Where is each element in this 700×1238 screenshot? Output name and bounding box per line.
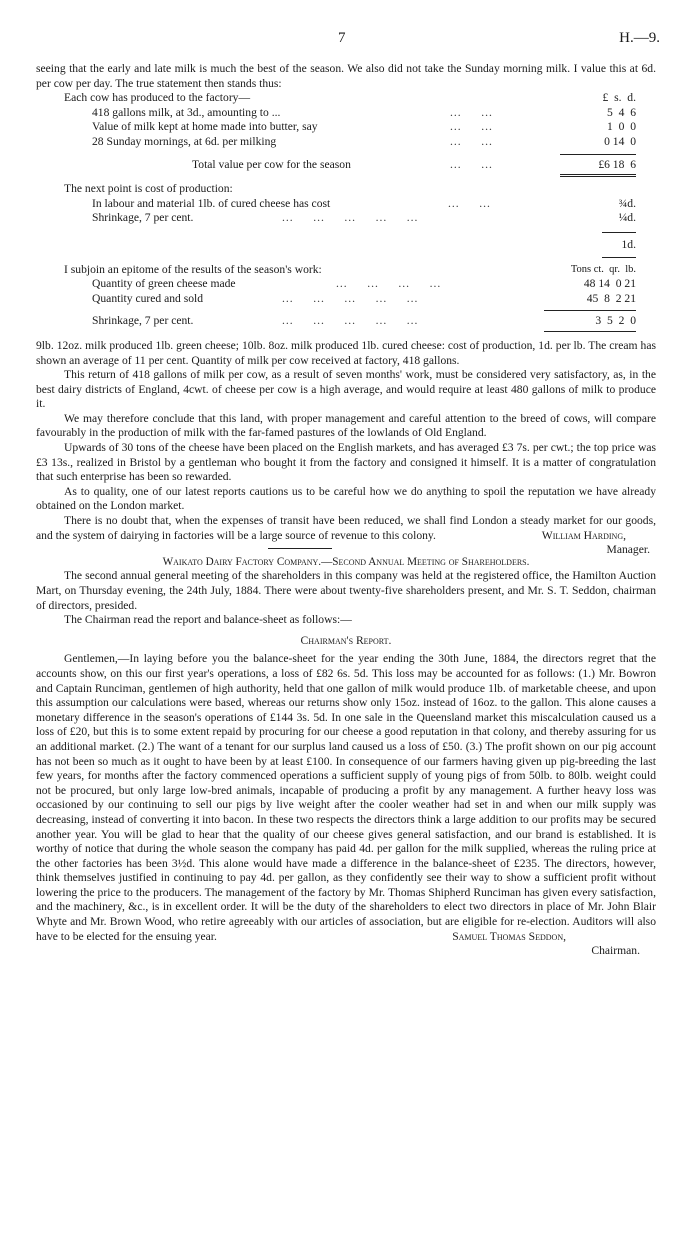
row-amount: 45 8 2 21 <box>586 291 636 305</box>
leader-dots: ... ... <box>450 120 493 134</box>
epitome-table <box>36 263 656 339</box>
row-amount: ¼d. <box>618 211 636 225</box>
table-row <box>36 106 656 121</box>
epitome-heading: I subjoin an epitome of the results of the season's work: <box>64 262 322 276</box>
total-amount: 3 5 2 0 <box>595 314 636 328</box>
chairman-signature-name: Samuel Thomas Seddon, <box>452 929 566 943</box>
leader-dots: ... ... ... ... ... <box>282 291 419 305</box>
row-label: Shrinkage, 7 per cent. <box>92 211 194 225</box>
leader-dots: ... ... <box>450 157 493 171</box>
page-number: 7 <box>338 30 346 46</box>
manager-signature-name: William Harding, <box>541 528 626 542</box>
table-total-row <box>36 238 656 253</box>
table-row <box>36 135 656 150</box>
table-row <box>36 120 656 135</box>
row-label: 418 gallons milk, at 3d., amounting to ... <box>92 105 281 119</box>
meeting-paragraph: The second annual general meeting of the shareholders in this company was held at the registered office, the Hamilton Auction Mart, on Thursday evening, the 24th July, 1884. There were about twenty-five shareholders present, and Mr. S. T. Seddon, chairman of directors, presided. <box>36 569 656 612</box>
leader-dots: ... ... ... ... ... <box>282 314 419 328</box>
row-label: Value of milk kept at home made into butter, say <box>92 120 318 134</box>
yield-paragraph: 9lb. 12oz. milk produced 1lb. green cheese; 10lb. 8oz. milk produced 1lb. cured cheese: cost of production, 1d. per lb. The cream has shown an average of 11 per cent. Quantity of milk per cow received at factory, 418 gallons. <box>36 338 656 367</box>
row-label: 28 Sunday mornings, at 6d. per milking <box>92 134 277 148</box>
table-row <box>36 197 656 212</box>
return-paragraph: This return of 418 gallons of milk per cow, as a result of seven months' work, must be considered very satisfactory, as, in the best dairy districts of England, 4cwt. of cheese per cow is a high average, and would require at least 480 gallons of milk to produce it. <box>36 368 656 411</box>
row-amount: 1 0 0 <box>607 120 636 134</box>
production-table <box>36 91 656 182</box>
total-rule <box>560 174 636 175</box>
table-row <box>36 292 656 307</box>
markets-paragraph: Upwards of 30 tons of the cheese have been placed on the English markets, and has averaged £3 7s. per cwt.; the top price was £3 13s., realized in Bristol by a gentleman who bought it from the factory and consigned it himself. It is a matter of congratulation that such enterprise has been so rewarded. <box>36 441 656 484</box>
manager-signature-title: Manager. <box>606 543 650 557</box>
document-reference: H.—9. <box>619 30 660 46</box>
row-amount: 48 14 0 21 <box>583 277 636 291</box>
report-title: Chairman's Report. <box>300 633 392 647</box>
total-label: Total value per cow for the season <box>192 157 351 171</box>
chairman-report-paragraph: Gentlemen,—In laying before you the balance-sheet for the year ending the 30th June, 1884, the directors regret that the accounts show, on this our first year's operations, a loss of £82 6s. 5d. This loss may be accounted for as follows: (1.) Mr. Bowron and Captain Runciman, gentlemen of high authority, held that one gallon of milk would produce 1lb. of marketable cheese, and upon this assumption our calculations were based, whereas our returns show only 15oz. instead of 16oz. to the gallon. This alone causes a monetary difference in the season's operations of £144 3s. 5d. In one sale in the Queensland market this miscalculation caused us a loss of £20, but this is to some extent repaid by procuring for our cheese a good reputation in that colony, and thereby assuring for us an additional market. (2.) The want of a tenant for our surplus land caused us a loss of £50. (3.) The profit shown on our pig account has not been so much as it ought to have been by at least £100. In consequence of our farmers having given up pig-breeding the last few years, for months after the factory commenced operations a sufficient supply of young pigs of from 50lb. to 80lb. weight could not be procured, but only large low-bred animals, incapable of producing a profit by any management. A further heavy loss was occasioned by our continuing to sell our pigs by live weight after the cooler weather had set in and when our milk supply was decreasing, instead of converting it into bacon. In these two respects the directors think a large addition to our profits may be secured another year. You will be glad to hear that the quality of our cheese gives general satisfaction, and our brand is established. It is worthy of notice that during the whole season the company has paid 4d. per gallon for the milk supplied, whereas the ruling price at the other factories has been 3½d. This alone would have made a difference in the balance-sheet of £235. The directors, however, think themselves justified in continuing to pay 4d. per gallon, as they confidently see their way to show a sufficient profit without lowering the price to the producers. The management of the factory by Mr. Thomas Shipherd Runciman has given every satisfaction, and the machinery, &c., is in excellent order. It will be the duty of the shareholders to elect two directors in place of Mr. John Blair Whyte and Mr. Brown Wood, who retire agreeably with our articles of association, but are eligible for re-election. Auditors will also have to be elected for the ensuing year. <box>36 652 656 943</box>
conclusion-paragraph: We may therefore conclude that this land, with proper management and careful attention to the breed of cows, will compare favourably in the production of milk with the far-famed pastures of the lowlands of Old England. <box>36 411 656 440</box>
quality-paragraph: As to quality, one of our latest reports cautions us to be careful how we do anything to spoil the reputation we have already obtained on the London market. <box>36 484 656 513</box>
page-body <box>36 62 656 959</box>
production-heading: Each cow has produced to the factory— <box>64 91 251 105</box>
chairman-read-line: The Chairman read the report and balance-sheet as follows:— <box>64 613 352 627</box>
row-label: Quantity of green cheese made <box>92 277 236 291</box>
sum-rule <box>544 310 636 311</box>
sum-rule <box>602 232 636 233</box>
row-amount: 5 4 6 <box>607 105 636 119</box>
row-amount: ¾d. <box>618 196 636 210</box>
meeting-heading: Waikato Dairy Factory Company.—Second Annual Meeting of Shareholders. <box>162 555 530 568</box>
row-amount: 0 14 0 <box>604 134 636 148</box>
cost-table <box>36 182 656 262</box>
intro-paragraph: seeing that the early and late milk is much the best of the season. We also did not take the Sunday morning milk. I value this at 6d. per cow per day. The true statement then stands thus: <box>36 62 656 90</box>
row-label: In labour and material 1lb. of cured cheese has cost <box>92 196 331 210</box>
total-rule <box>544 331 636 332</box>
chairman-signature-title: Chairman. <box>591 944 640 958</box>
leader-dots: ... ... ... ... ... <box>282 211 419 225</box>
total-amount: 1d. <box>621 237 636 251</box>
leader-dots: ... ... <box>448 196 491 210</box>
row-label: Quantity cured and sold <box>92 291 204 305</box>
total-amount: £6 18 6 <box>598 157 636 171</box>
shrinkage-label: Shrinkage, 7 per cent. <box>92 314 194 328</box>
leader-dots: ... ... <box>450 134 493 148</box>
sum-rule <box>560 154 636 155</box>
epitome-col-heads: Tons ct. qr. lb. <box>570 263 636 275</box>
table-total-row <box>36 314 656 329</box>
table-total-row <box>36 158 656 173</box>
leader-dots: ... ... ... ... <box>336 277 442 291</box>
cost-heading: The next point is cost of production: <box>64 182 233 196</box>
table-row <box>36 277 656 292</box>
total-rule <box>602 257 636 258</box>
table-row <box>36 211 656 226</box>
transit-paragraph: There is no doubt that, when the expenses of transit have been reduced, we shall find London a steady market for our goods, and the system of dairying in factories will be a large source of revenue to this colony. <box>36 514 656 542</box>
leader-dots: ... ... <box>450 105 493 119</box>
production-col-heads: £ s. d. <box>602 91 636 105</box>
page-header <box>36 30 660 50</box>
section-divider <box>268 548 332 549</box>
